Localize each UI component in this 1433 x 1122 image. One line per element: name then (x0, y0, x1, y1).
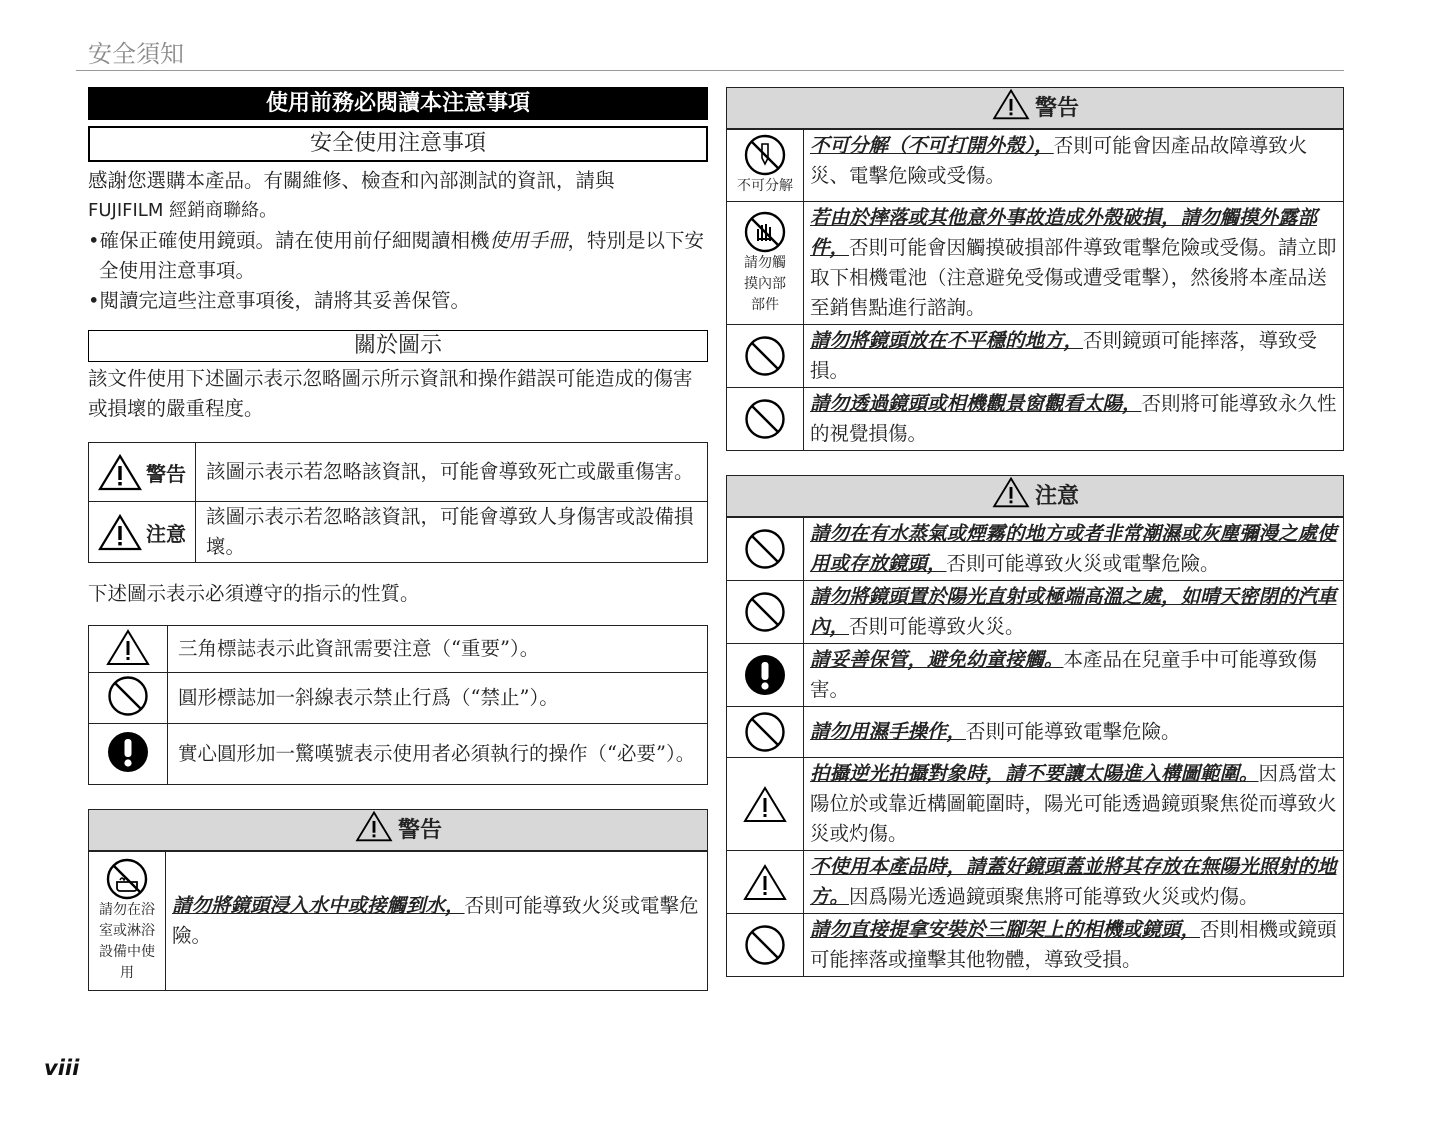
table-row (727, 129, 1343, 201)
warning-text: 若由於摔落或其他意外事故造成外殼破損，請勿觸摸外露部件，否則可能會因觸摸破損部件導致電擊危險或受傷。請立即取下相機電池（注意避免受傷或遭受電擊），然後將本產品送至銷售點進行諮詢。 (810, 206, 1337, 319)
warning-table-left (88, 809, 708, 991)
emphasis-text: 請勿直接提拿安裝於三腳架上的相機或鏡頭， (810, 918, 1201, 941)
caution-text: 請妥善保管，避免幼童接觸。本產品在兒童手中可能導致傷害。 (810, 648, 1318, 701)
table-row (727, 913, 1343, 976)
section-title-safety: 安全使用注意事項 (88, 126, 708, 162)
warning-text: 請勿透過鏡頭或相機觀景窗觀看太陽，否則將可能導致永久性的視覺損傷。 (810, 392, 1337, 445)
caution-title: 注意 (1034, 484, 1079, 509)
warning-triangle-icon (991, 88, 1031, 120)
warning-table-header (89, 810, 707, 851)
symbol-desc: 實心圓形加一驚嘆號表示使用者必須執行的操作（“必要”）。 (168, 724, 708, 785)
triangle-icon (743, 785, 787, 823)
emphasis-text: 請勿在有水蒸氣或煙霧的地方或者非常潮濕或灰塵彌漫之處使用或存放鏡頭， (810, 522, 1337, 575)
table-row (727, 643, 1343, 706)
bullet-item: •閱讀完這些注意事項後，請將其妥善保管。 (88, 289, 471, 312)
left-column (88, 87, 708, 991)
page-header: 安全須知 (88, 40, 184, 68)
manual-title: 使用手冊 (489, 229, 568, 252)
prohibition-icon (107, 675, 149, 717)
intro-line2: FUJIFILM 經銷商聯絡。 (88, 200, 278, 221)
caution-table (726, 475, 1344, 977)
intro-paragraph (88, 166, 708, 226)
icon-caption: 不可分解 (737, 178, 793, 194)
prohibition-icon (744, 528, 786, 570)
warning-text: 不可分解（不可打開外殼），否則可能會因產品故障導致火災、電擊危險或受傷。 (810, 134, 1308, 187)
emphasis-text: 請勿將鏡頭放在不平穩的地方， (810, 329, 1084, 352)
signal-desc: 該圖示表示若忽略該資訊，可能會導致人身傷害或設備損壞。 (196, 502, 708, 563)
warning-text: 請勿將鏡頭放在不平穩的地方，否則鏡頭可能摔落，導致受損。 (810, 329, 1318, 382)
signal-word: 注意 (146, 521, 186, 546)
warning-table-header (727, 88, 1343, 129)
warning-triangle-icon (98, 453, 142, 491)
caution-text: 請勿用濕手操作，否則可能導致電擊危險。 (810, 720, 1181, 743)
icon-caption: 請勿在浴室或淋浴設備中使用 (99, 902, 155, 981)
emphasis-text: 請勿將鏡頭置於陽光直射或極端高溫之處，如晴天密閉的汽車內， (810, 585, 1337, 638)
warning-title: 警告 (397, 818, 442, 843)
table-row (89, 626, 708, 673)
table-row (89, 443, 708, 502)
table-row (727, 580, 1343, 643)
icons-paragraph: 該文件使用下述圖示表示忽略圖示所示資訊和操作錯誤可能造成的傷害或損壞的嚴重程度。 (88, 367, 693, 420)
warning-triangle-icon (98, 513, 142, 551)
exclamation-circle-icon (107, 731, 149, 773)
section-title-icons: 關於圖示 (88, 330, 708, 362)
warning-table-right (726, 87, 1344, 451)
table-row (727, 850, 1343, 913)
emphasis-text: 請勿透過鏡頭或相機觀景窗觀看太陽， (810, 392, 1142, 415)
table-row (727, 706, 1343, 757)
table-row (727, 201, 1343, 324)
prohibition-icon (744, 398, 786, 440)
warning-title: 警告 (1034, 96, 1079, 121)
table-row (727, 387, 1343, 450)
signal-desc: 該圖示表示若忽略該資訊，可能會導致死亡或嚴重傷害。 (196, 443, 708, 502)
right-column (726, 87, 1344, 977)
triangle-icon (106, 628, 150, 666)
emphasis-text: 請勿將鏡頭浸入水中或接觸到水， (172, 894, 465, 917)
prohibition-icon (744, 711, 786, 753)
caution-text: 不使用本產品時，請蓋好鏡頭蓋並將其存放在無陽光照射的地方。因爲陽光透過鏡頭聚焦將可能導致火災或灼傷。 (810, 855, 1337, 908)
bullet-item: •確保正確使用鏡頭。請在使用前仔細閱讀相機使用手冊，特別是以下安全使用注意事項。 (88, 229, 705, 282)
emphasis-text: 不可分解（不可打開外殼）， (810, 134, 1054, 157)
caution-text: 請勿在有水蒸氣或煙霧的地方或者非常潮濕或灰塵彌漫之處使用或存放鏡頭，否則可能導致火災或電擊危險。 (810, 522, 1337, 575)
no-disassemble-icon (744, 134, 786, 176)
exclamation-circle-icon (744, 654, 786, 696)
emphasis-text: 拍攝逆光拍攝對象時，請不要讓太陽進入構圖範圍。 (810, 762, 1259, 785)
table-row (89, 502, 708, 563)
table-row (727, 757, 1343, 850)
prohibition-icon (744, 924, 786, 966)
warning-triangle-icon (354, 810, 394, 842)
table-row (89, 724, 708, 785)
no-touch-icon (744, 211, 786, 253)
caution-table-header (727, 476, 1343, 517)
table-row (727, 324, 1343, 387)
emphasis-text: 請妥善保管，避免幼童接觸。 (810, 648, 1064, 671)
no-water-icon (106, 858, 148, 900)
header-rule (76, 70, 1344, 71)
symbol-desc: 圓形標誌加一斜線表示禁止行爲（“禁止”）。 (168, 673, 708, 724)
page-number: viii (44, 1056, 80, 1080)
main-banner: 使用前務必閱讀本注意事項 (88, 87, 708, 120)
warning-triangle-icon (991, 476, 1031, 508)
caution-text: 拍攝逆光拍攝對象時，請不要讓太陽進入構圖範圍。因爲當太陽位於或靠近構圖範圍時，陽光可能透過鏡頭聚焦從而導致火災或灼傷。 (810, 762, 1337, 845)
emphasis-text: 若由於摔落或其他意外事故造成外殼破損，請勿觸摸外露部件， (810, 206, 1318, 259)
signal-word: 警告 (146, 461, 186, 486)
prohibition-icon (744, 335, 786, 377)
emphasis-text: 請勿用濕手操作， (810, 720, 967, 743)
table-row (89, 673, 708, 724)
signal-word-table (88, 442, 708, 563)
prohibition-icon (744, 591, 786, 633)
caution-text: 請勿直接提拿安裝於三腳架上的相機或鏡頭，否則相機或鏡頭可能摔落或撞擊其他物體，導致受損。 (810, 918, 1337, 971)
triangle-icon (743, 863, 787, 901)
intro-line1: 感謝您選購本產品。有關維修、檢查和內部測試的資訊，請與 (88, 169, 615, 192)
symbols-table (88, 625, 708, 785)
caution-text: 請勿將鏡頭置於陽光直射或極端高溫之處，如晴天密閉的汽車內，否則可能導致火災。 (810, 585, 1337, 638)
symbol-desc: 三角標誌表示此資訊需要注意（“重要”）。 (168, 626, 708, 673)
warning-text: 請勿將鏡頭浸入水中或接觸到水，否則可能導致火災或電擊危險。 (172, 894, 699, 947)
table-row (727, 517, 1343, 580)
table-row (89, 851, 707, 990)
icon-caption: 請勿觸摸內部部件 (744, 254, 786, 313)
symbols-intro: 下述圖示表示必須遵守的指示的性質。 (88, 582, 420, 605)
emphasis-text: 不使用本產品時，請蓋好鏡頭蓋並將其存放在無陽光照射的地方。 (810, 855, 1337, 908)
